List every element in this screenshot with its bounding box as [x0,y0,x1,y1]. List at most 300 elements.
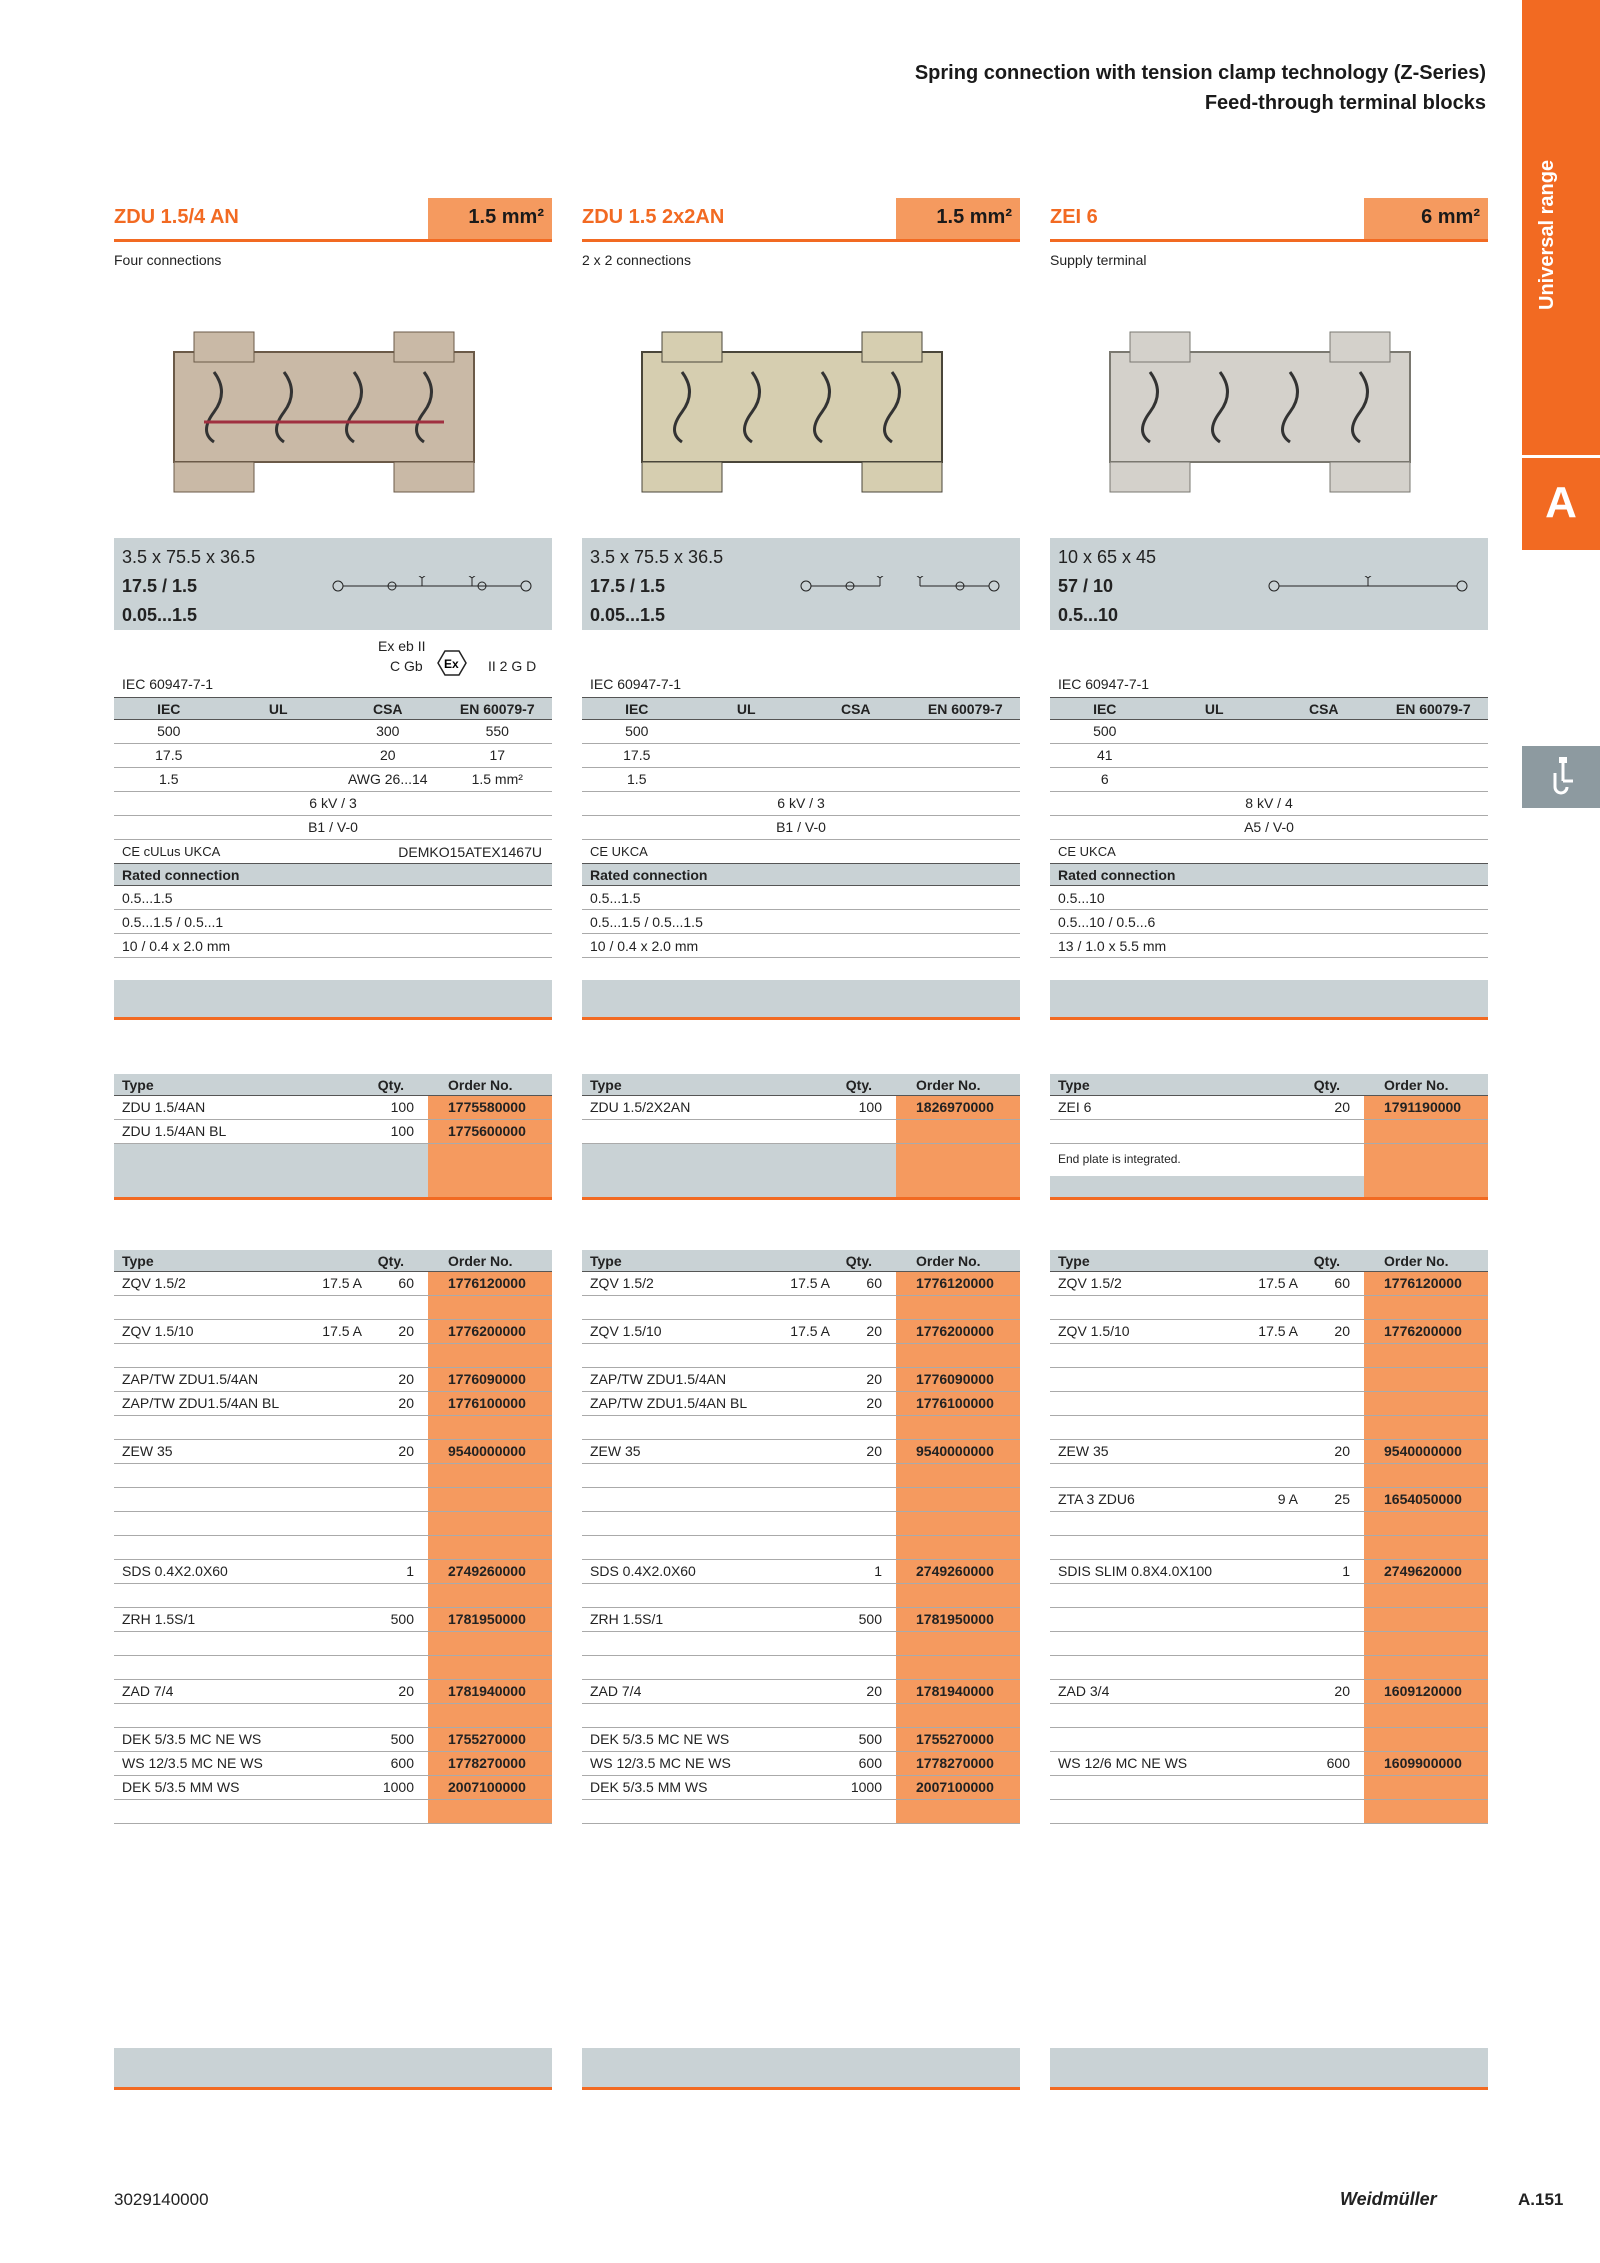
accessory-spacer [1050,1464,1488,1488]
ul-header: UL [268,701,288,717]
accessory-rating: 9 A [1277,1491,1298,1507]
accessory-spacer [582,1704,1020,1728]
approval-cell: 500 [625,723,649,739]
iec-header: IEC [625,701,649,717]
circuit-symbol [800,576,1000,596]
accessory-qty: 20 [1334,1323,1350,1339]
accessory-row[interactable] [1050,1320,1488,1344]
qty-header: Qty. [845,1077,872,1093]
qty-header: Qty. [1313,1253,1340,1269]
accessory-qty: 500 [390,1731,414,1747]
order-no-header: Order No. [448,1077,513,1093]
ex-block [1050,630,1488,676]
accessory-order-number[interactable] [1364,1800,1488,1823]
accessory-spacer [582,1416,1020,1440]
accessory-type: ZQV 1.5/10 [1058,1323,1130,1339]
accessory-spacer [1050,1656,1488,1680]
accessory-row[interactable] [582,1776,1020,1800]
order-qty: 100 [390,1123,414,1139]
accessory-type: DEK 5/3.5 MC NE WS [590,1731,730,1747]
approval-cell: 1.5 mm² [471,771,523,787]
order-number[interactable]: 1791190000 [1364,1096,1488,1119]
accessory-order-number[interactable]: 1778270000 [896,1752,1020,1775]
accessory-order-number[interactable]: 9540000000 [428,1440,552,1463]
approval-cell: 500 [1093,723,1117,739]
order-row[interactable] [114,1096,552,1120]
spec-box [1050,538,1488,630]
approval-cell [911,768,1021,791]
accessory-qty: 20 [866,1323,882,1339]
accessory-order-number[interactable] [1364,1728,1488,1751]
approval-cell: 17 [489,747,506,763]
flammability-value: B1 / V-0 [776,819,826,835]
approval-cell [911,720,1021,743]
rated-row: 0.5...1.5 / 0.5...1.5 [582,910,1020,934]
accessory-order-number[interactable] [896,1512,1020,1535]
accessory-row[interactable] [114,1440,552,1464]
approval-row [114,720,552,744]
approval-row [114,744,552,768]
accessory-order-number[interactable] [428,1488,552,1511]
accessory-order-number[interactable]: 2749620000 [1364,1560,1488,1583]
accessory-rating: 17.5 A [790,1275,830,1291]
cross-section: 1.5 mm² [428,198,552,239]
product-photo [1050,272,1488,538]
product-column [582,198,1020,1795]
spec-footer-box [582,980,1020,1020]
accessory-type: DEK 5/3.5 MM WS [122,1779,240,1795]
accessory-order-number[interactable]: 1654050000 [1364,1488,1488,1511]
accessory-row[interactable] [114,1776,552,1800]
accessory-row[interactable] [1050,1728,1488,1752]
iec-header: IEC [1093,701,1117,717]
accessory-order-number[interactable] [1364,1608,1488,1631]
accessory-row[interactable] [582,1272,1020,1296]
accessory-row[interactable] [582,1728,1020,1752]
product-subtitle: 2 x 2 connections [582,252,691,268]
circuit-symbol [332,576,532,596]
impulse-value: 8 kV / 4 [1245,795,1293,811]
approval-cell: 17.5 [623,747,651,763]
accessory-order-number[interactable] [1364,1392,1488,1415]
accessory-type: SDIS SLIM 0.8X4.0X100 [1058,1563,1213,1579]
accessory-row[interactable] [114,1680,552,1704]
accessory-spacer [582,1536,1020,1560]
accessory-qty: 20 [398,1323,414,1339]
accessory-order-number[interactable]: 1781950000 [428,1608,552,1631]
accessory-type: ZRH 1.5S/1 [590,1611,664,1627]
rated-row: 0.5...1.5 [582,886,1020,910]
accessory-qty: 20 [1334,1683,1350,1699]
order-row[interactable] [582,1096,1020,1120]
accessory-type: DEK 5/3.5 MM WS [590,1779,708,1795]
accessory-row[interactable] [114,1488,552,1512]
approval-cell: 41 [1096,747,1113,763]
order-type: ZDU 1.5/4AN BL [122,1123,227,1139]
accessory-order-number[interactable]: 1776120000 [896,1272,1020,1295]
dimensions: 10 x 65 x 45 [1058,547,1157,567]
order-number[interactable]: 1826970000 [896,1096,1020,1119]
order-qty: 20 [1334,1099,1350,1115]
accessory-row[interactable] [1050,1512,1488,1536]
approval-cell: 500 [157,723,181,739]
accessory-type: ZQV 1.5/2 [1058,1275,1122,1291]
accessory-row[interactable] [1050,1776,1488,1800]
order-qty: 100 [390,1099,414,1115]
accessory-qty: 600 [1326,1755,1350,1771]
accessory-header [582,1250,1020,1272]
cert-logos-icon: CE UKCA [590,844,648,859]
accessory-spacer [114,1344,552,1368]
accessory-row[interactable] [582,1680,1020,1704]
order-type: ZEI 6 [1058,1099,1092,1115]
approval-cell [692,744,802,767]
section-divider [1522,455,1600,458]
accessory-order-number[interactable] [1364,1512,1488,1535]
approval-cell [801,768,911,791]
accessory-order-number[interactable] [896,1488,1020,1511]
order-row[interactable] [114,1120,552,1144]
en-header: EN 60079-7 [927,701,1003,717]
accessory-order-number[interactable]: 1776090000 [896,1368,1020,1391]
accessory-row[interactable] [582,1608,1020,1632]
order-note [1050,1144,1488,1176]
order-number[interactable]: 1775600000 [428,1120,552,1143]
accessory-qty: 60 [1334,1275,1350,1291]
flammability-value: B1 / V-0 [308,819,358,835]
accessory-spacer [1050,1536,1488,1560]
csa-header: CSA [372,701,403,717]
accessory-order-number[interactable]: 1776120000 [428,1272,552,1295]
product-column [1050,198,1488,1771]
approval-row [1050,768,1488,792]
accessory-spacer [1050,1632,1488,1656]
ex-block [114,630,552,676]
qty-header: Qty. [377,1077,404,1093]
catalog-code: 3029140000 [114,2190,209,2209]
ex-hexagon-icon [437,650,467,676]
wire-range: 0.05...1.5 [590,605,666,625]
order-no-header: Order No. [916,1253,981,1269]
accessory-row[interactable] [582,1368,1020,1392]
accessory-order-number[interactable]: 1776090000 [428,1368,552,1391]
order-footer-box [114,1144,552,1200]
impulse-row [114,792,552,816]
svg-text:Ex: Ex [444,657,459,671]
approval-cell [224,720,334,743]
rated-row: 10 / 0.4 x 2.0 mm [582,934,1020,958]
type-header: Type [590,1253,622,1269]
accessory-type: ZAP/TW ZDU1.5/4AN [122,1371,259,1387]
accessory-row[interactable] [114,1800,552,1824]
wire-range: 0.5...10 [1058,605,1119,625]
accessory-row[interactable] [114,1320,552,1344]
accessory-row[interactable] [1050,1608,1488,1632]
accessory-order-number[interactable]: 1781940000 [428,1680,552,1703]
rated-row: 13 / 1.0 x 5.5 mm [1050,934,1488,958]
accessory-order-number[interactable]: 1776200000 [428,1320,552,1343]
approval-cell [224,768,334,791]
accessory-row[interactable] [114,1512,552,1536]
accessory-qty: 500 [858,1731,882,1747]
bottom-box-3 [1050,2048,1488,2090]
accessory-type: WS 12/3.5 MC NE WS [122,1755,263,1771]
accessory-type: ZQV 1.5/2 [122,1275,186,1291]
rated-connection-header: Rated connection [114,864,552,886]
accessory-type: ZQV 1.5/10 [122,1323,194,1339]
en-header: EN 60079-7 [459,701,535,717]
approval-cell: 300 [376,723,400,739]
accessory-spacer [582,1344,1020,1368]
cert-row [1050,840,1488,864]
accessory-qty: 1000 [382,1779,414,1795]
accessory-row[interactable] [114,1608,552,1632]
rated-connection-header: Rated connection [582,864,1020,886]
accessory-rating: 17.5 A [322,1323,362,1339]
rated-row: 10 / 0.4 x 2.0 mm [114,934,552,958]
accessory-qty: 500 [390,1611,414,1627]
accessory-rating: 17.5 A [1258,1275,1298,1291]
accessory-spacer [582,1296,1020,1320]
accessory-type: ZAD 7/4 [122,1683,174,1699]
approval-cell [1160,744,1270,767]
accessory-order-number[interactable]: 1781940000 [896,1680,1020,1703]
type-header: Type [122,1253,154,1269]
accessory-spacer [582,1656,1020,1680]
accessory-order-number[interactable]: 1781950000 [896,1608,1020,1631]
approval-row [1050,720,1488,744]
accessory-order-number[interactable]: 1776100000 [428,1392,552,1415]
impulse-value: 6 kV / 3 [309,795,357,811]
accessory-qty: 20 [398,1371,414,1387]
accessory-qty: 500 [858,1611,882,1627]
bottom-box-1 [114,2048,552,2090]
accessory-spacer [114,1464,552,1488]
dimensions: 3.5 x 75.5 x 36.5 [590,547,724,567]
order-footer-box [1050,1176,1488,1200]
accessory-order-number[interactable] [1364,1776,1488,1799]
accessory-type: ZAP/TW ZDU1.5/4AN BL [590,1395,748,1411]
accessory-spacer [582,1584,1020,1608]
approval-cell [801,720,911,743]
ex-marking-2: C Gb [390,658,423,674]
rated-row: 0.5...1.5 [114,886,552,910]
order-number[interactable]: 1775580000 [428,1096,552,1119]
accessory-type: ZAD 3/4 [1058,1683,1110,1699]
qty-header: Qty. [845,1253,872,1269]
csa-header: CSA [1308,701,1339,717]
accessory-qty: 60 [398,1275,414,1291]
product-header [114,198,552,242]
accessory-order-number[interactable]: 2007100000 [896,1776,1020,1799]
accessory-order-number[interactable]: 1778270000 [428,1752,552,1775]
accessory-row[interactable] [114,1560,552,1584]
accessory-row[interactable] [582,1392,1020,1416]
wire-range: 0.05...1.5 [122,605,198,625]
ul-header: UL [1204,701,1224,717]
accessory-row[interactable] [582,1800,1020,1824]
product-photo [582,272,1020,538]
accessory-order-number[interactable] [896,1800,1020,1823]
accessory-row[interactable] [582,1488,1020,1512]
order-table [114,1074,552,1200]
accessory-spacer [114,1416,552,1440]
accessory-qty: 20 [866,1443,882,1459]
type-header: Type [590,1077,622,1093]
spec-footer-box [114,980,552,1020]
accessory-row[interactable] [1050,1440,1488,1464]
accessory-order-number[interactable]: 1609120000 [1364,1680,1488,1703]
accessory-order-number[interactable]: 2749260000 [896,1560,1020,1583]
accessory-qty: 20 [866,1395,882,1411]
accessory-order-number[interactable]: 1609900000 [1364,1752,1488,1775]
accessory-qty: 1 [1342,1563,1350,1579]
qty-header: Qty. [377,1253,404,1269]
approval-cell [1160,768,1270,791]
approval-cell: AWG 26...14 [347,771,428,787]
order-header [582,1074,1020,1096]
accessory-qty: 20 [1334,1443,1350,1459]
accessory-table [1050,1250,1488,1824]
flammability-value: A5 / V-0 [1244,819,1294,835]
accessory-order-number[interactable] [428,1512,552,1535]
approval-cell: 550 [485,723,509,739]
accessory-row[interactable] [582,1440,1020,1464]
cross-section: 1.5 mm² [896,198,1020,239]
rating: 57 / 10 [1058,576,1114,596]
rated-row: 0.5...10 [1050,886,1488,910]
accessory-qty: 20 [866,1683,882,1699]
accessory-row[interactable] [114,1752,552,1776]
order-no-header: Order No. [1384,1077,1449,1093]
approval-header [1050,698,1488,720]
accessory-type: ZQV 1.5/10 [590,1323,662,1339]
accessory-spacer [114,1656,552,1680]
spec-footer-box [1050,980,1488,1020]
accessory-spacer [1050,1344,1488,1368]
cert-row [114,840,552,864]
accessory-row[interactable] [582,1320,1020,1344]
accessory-row[interactable] [1050,1488,1488,1512]
product-name: ZDU 1.5 2x2AN [582,206,725,228]
bottom-box-2 [582,2048,1020,2090]
approval-row [1050,744,1488,768]
type-header: Type [1058,1077,1090,1093]
approval-row [582,768,1020,792]
en-header: EN 60079-7 [1395,701,1471,717]
accessory-order-number[interactable] [1364,1368,1488,1391]
accessory-type: ZEW 35 [590,1443,641,1459]
rated-row: 0.5...1.5 / 0.5...1 [114,910,552,934]
accessory-spacer [582,1464,1020,1488]
approval-cell [224,744,334,767]
accessory-type: ZAP/TW ZDU1.5/4AN [590,1371,727,1387]
header-line-1: Spring connection with tension clamp technology (Z-Series) [914,62,1486,84]
accessory-qty: 600 [390,1755,414,1771]
terminal-icon[interactable] [1522,746,1600,808]
section-tab[interactable] [1522,0,1600,550]
approval-cell [692,720,802,743]
order-no-header: Order No. [1384,1253,1449,1269]
accessory-order-number[interactable]: 9540000000 [1364,1440,1488,1463]
type-header: Type [1058,1253,1090,1269]
product-image [612,312,972,502]
accessory-row[interactable] [114,1368,552,1392]
accessory-row[interactable] [1050,1752,1488,1776]
accessory-row[interactable] [582,1752,1020,1776]
accessory-type: DEK 5/3.5 MC NE WS [122,1731,262,1747]
ex-marking-3: II 2 G D [488,658,537,674]
accessory-order-number[interactable]: 9540000000 [896,1440,1020,1463]
approval-cell [1269,744,1379,767]
qty-header: Qty. [1313,1077,1340,1093]
accessory-order-number[interactable]: 1755270000 [896,1728,1020,1751]
approval-cell: 17.5 [155,747,183,763]
accessory-spacer [582,1632,1020,1656]
accessory-row[interactable] [1050,1800,1488,1824]
csa-header: CSA [840,701,871,717]
accessory-qty: 20 [398,1683,414,1699]
accessory-header [114,1250,552,1272]
order-header [114,1074,552,1096]
accessory-row[interactable] [1050,1680,1488,1704]
accessory-qty: 600 [858,1755,882,1771]
accessory-order-number[interactable]: 2749260000 [428,1560,552,1583]
product-image [144,312,504,502]
approval-cell [1379,720,1489,743]
rated-row: 0.5...10 / 0.5...6 [1050,910,1488,934]
accessory-order-number[interactable]: 1776200000 [1364,1320,1488,1343]
accessory-spacer [1050,1296,1488,1320]
accessory-qty: 20 [398,1443,414,1459]
accessory-row[interactable] [582,1560,1020,1584]
accessory-table [114,1250,552,1824]
accessory-row[interactable] [114,1272,552,1296]
approval-cell: 1.5 [159,771,179,787]
cert-row [582,840,1020,864]
approval-cell: 20 [379,747,396,763]
cross-section: 6 mm² [1364,198,1488,239]
accessory-row[interactable] [1050,1272,1488,1296]
approval-row [114,768,552,792]
page-number: A.151 [1518,2190,1564,2209]
order-row[interactable] [1050,1096,1488,1120]
accessory-row[interactable] [1050,1368,1488,1392]
accessory-order-number[interactable]: 2007100000 [428,1776,552,1799]
order-table [1050,1074,1488,1200]
accessory-order-number[interactable]: 1776200000 [896,1320,1020,1343]
accessory-row[interactable] [114,1728,552,1752]
product-photo [114,272,552,538]
accessory-order-number[interactable]: 1776120000 [1364,1272,1488,1295]
accessory-order-number[interactable] [428,1800,552,1823]
product-column [114,198,552,1795]
product-name: ZEI 6 [1050,206,1098,228]
accessory-row[interactable] [1050,1560,1488,1584]
flammability-row [582,816,1020,840]
accessory-row[interactable] [114,1392,552,1416]
iec-header: IEC [157,701,181,717]
accessory-row[interactable] [1050,1392,1488,1416]
accessory-spacer [114,1704,552,1728]
rated-connection-header: Rated connection [1050,864,1488,886]
accessory-order-number[interactable]: 1776100000 [896,1392,1020,1415]
rating: 17.5 / 1.5 [122,576,198,596]
accessory-row[interactable] [582,1512,1020,1536]
approval-cell [911,744,1021,767]
product-subtitle: Supply terminal [1050,252,1147,268]
accessory-order-number[interactable]: 1755270000 [428,1728,552,1751]
